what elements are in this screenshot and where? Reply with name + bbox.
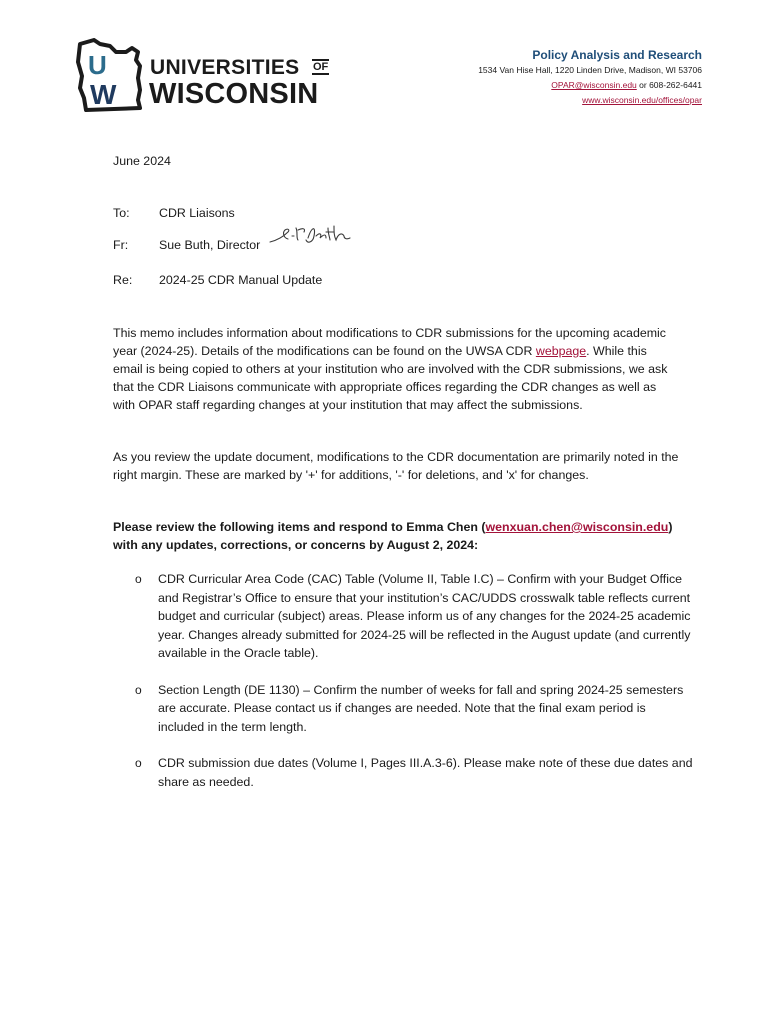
logo-letter-w: W [90,79,117,110]
list-item-text: CDR submission due dates (Volume I, Pages III.A.3-6). Please make note of these due dates and share as needed. [158,756,693,789]
from-value: Sue Buth, Director [159,238,261,252]
memo-date: June 2024 [113,154,171,168]
from-label: Fr: [113,238,129,252]
re-label: Re: [113,273,133,287]
memo-from-row [113,236,260,254]
contact-line [362,78,702,93]
list-item [113,570,693,663]
website-line [362,93,702,108]
paragraph-request [113,518,679,554]
signature-icon [268,222,362,252]
list-item-text: Section Length (DE 1130) – Confirm the number of weeks for fall and spring 2024-25 semesters are accurate. Please contact us if changes are needed. Note that the final exam period is included in the term length. [158,682,684,734]
list-item [113,754,693,791]
re-value: 2024-25 CDR Manual Update [159,273,323,287]
webpage-link[interactable]: webpage [535,344,587,358]
logo-letter-u: U [88,50,107,80]
contact-separator: or [636,80,650,90]
paragraph-review: As you review the update document, modifications to the CDR documentation are primarily noted in the right margin. These are marked by '+' for additions, '-' for deletions, and 'x' for changes. [113,450,679,482]
request-text-before: Please review the following items and respond to Emma Chen ( [113,520,486,534]
request-text-after: ) with any updates, corrections, or concerns by August 2, 2024: [113,520,673,552]
logo-word-universities: UNIVERSITIES [150,56,300,79]
contact-email-link[interactable]: wenxuan.chen@wisconsin.edu [485,520,669,534]
office-name: Policy Analysis and Research [532,48,702,62]
list-item [113,681,693,737]
to-label: To: [113,206,130,220]
uw-logo [76,38,336,114]
bullet-marker: o [135,682,142,697]
email-link[interactable]: OPAR@wisconsin.edu [551,80,637,90]
paragraph-intro [113,324,679,414]
review-items-list [113,570,693,791]
header-contact-block [362,48,702,108]
logo-word-of: OF [313,61,329,73]
list-item-text: CDR Curricular Area Code (CAC) Table (Volume II, Table I.C) – Confirm with your Budget Office and Registrar’s Office to ensure that your institution’s CAC/UDDS crosswalk table reflects current budget and curricular (subject) areas. Please inform us of any changes for the 2024-25 academic year. Changes already submitted for 2024-25 will be reflected in the August update (and currently available in the Oracle table). [158,572,691,660]
wisconsin-state-icon [76,38,150,114]
office-address: 1534 Van Hise Hall, 1220 Linden Drive, Madison, WI 53706 [478,65,702,75]
bullet-marker: o [135,572,142,586]
intro-text-after: . While this email is being copied to others at your institution who are involved with the CDR submissions, we ask that the CDR Liaisons communicate with appropriate offices regarding the CDR changes as well as with OPAR staff regarding changes at your institution that may affect the submissions. [113,344,668,412]
phone-number: 608-262-6441 [649,80,702,90]
to-value: CDR Liaisons [159,206,235,220]
intro-text-before: This memo includes information about modifications to CDR submissions for the upcoming academic year (2024-25). Details of the modifications can be found on the UWSA CDR [113,326,667,358]
bullet-marker: o [135,756,142,770]
logo-word-wisconsin: WISCONSIN [149,78,319,110]
memo-to-row [113,204,235,222]
website-link[interactable]: www.wisconsin.edu/offices/opar [582,95,702,105]
memo-re-row [113,271,322,289]
